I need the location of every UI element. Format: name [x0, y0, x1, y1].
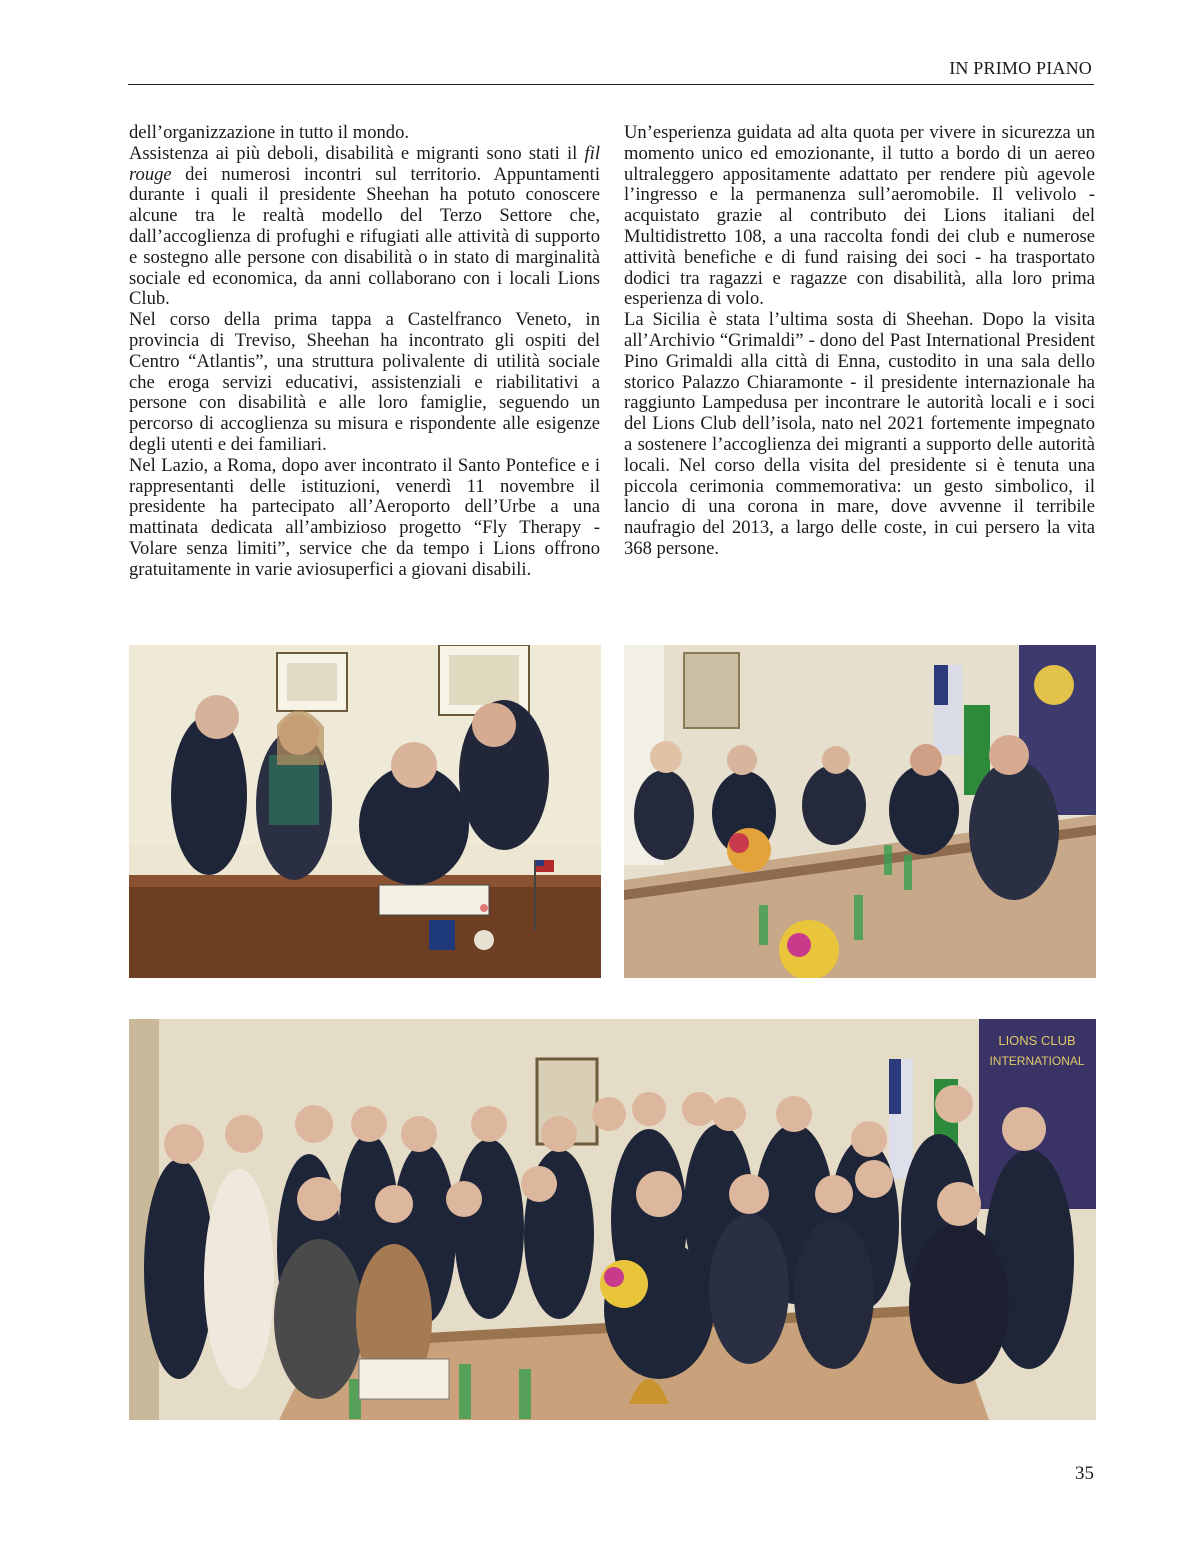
article-column-right	[624, 123, 1095, 560]
banner-text-line1: LIONS CLUB	[998, 1033, 1076, 1048]
page-number: 35	[1075, 1463, 1094, 1484]
photo-group	[129, 1019, 1096, 1420]
paragraph: Un’esperienza guidata ad alta quota per vivere in sicurezza un momento unico ed emozionante, il tutto a bordo di un aereo ultraleggero appositamente adattato per rendere più agevole l’ingresso e la permanenza sull’aeromobile. Il velivolo - acquistato grazie al contributo dei Lions italiani del Multidistretto 108, a una raccolta fondi dei club e numerose attività benefiche e di fund raising dei soci - ha trasportato dodici tra ragazzi e ragazze con disabilità, alla loro prima esperienza di volo.	[624, 122, 1095, 310]
banner-text-line2: INTERNATIONAL	[989, 1054, 1085, 1068]
page-header	[128, 56, 1094, 85]
section-title: IN PRIMO PIANO	[949, 58, 1092, 78]
photo-meeting-table	[624, 645, 1096, 978]
photo-signing-guestbook	[129, 645, 601, 978]
paragraph: dell’organizzazione in tutto il mondo.	[129, 122, 410, 143]
paragraph: La Sicilia è stata l’ultima sosta di Sheehan. Dopo la visita all’Archivio “Grimaldi” - dono del Past International President Pino Grimaldi alla città di Enna, custodito in una sala dello storico Palazzo Chiaramonte - il presidente internazionale ha raggiunto Lampedusa per incontrare le autorità locali e i soci del Lions Club dell’isola, nato nel 2021 fortemente impegnato a sostenere l’accoglienza dei migranti a supporto delle autorità locali. Nel corso della visita del presidente si è tenuta una piccola cerimonia commemorativa: un gesto simbolico, il lancio di una corona in mare, dove avvenne il terribile naufragio del 2013, a largo delle coste, in cui persero la vita 368 persone.	[624, 309, 1095, 559]
paragraph: Nel corso della prima tappa a Castelfranco Veneto, in provincia di Treviso, Sheehan ha incontrato gli ospiti del Centro “Atlantis”, una struttura polivalente di utilità sociale che eroga servizi educativi, assistenziali e riabilitativi a persone con disabilità e alle loro famiglie, seguendo un percorso di accoglienza su misura e rispondente alle esigenze degli utenti e dei familiari.	[129, 309, 600, 455]
article-column-left	[129, 123, 600, 581]
paragraph: Assistenza ai più deboli, disabilità e migranti sono stati il fil rouge dei numerosi incontri sul territorio. Appuntamenti durante i quali il presidente Sheehan ha potuto conoscere alcune tra le realtà modello del Terzo Settore che, dall’accoglienza di profughi e rifugiati alle attività di supporto e sostegno alle persone con disabilità o in stato di marginalità sociale ed economica, da anni collaborano con i locali Lions Club.	[129, 142, 600, 310]
paragraph: Nel Lazio, a Roma, dopo aver incontrato il Santo Pontefice e i rappresentanti delle istituzioni, venerdì 11 novembre il presidente ha partecipato all’Aeroporto dell’Urbe a una mattinata dedicata all’ambizioso progetto “Fly Therapy - Volare senza limiti”, service che da tempo i Lions offrono gratuitamente in varie aviosuperfici a giovani disabili.	[129, 454, 600, 580]
